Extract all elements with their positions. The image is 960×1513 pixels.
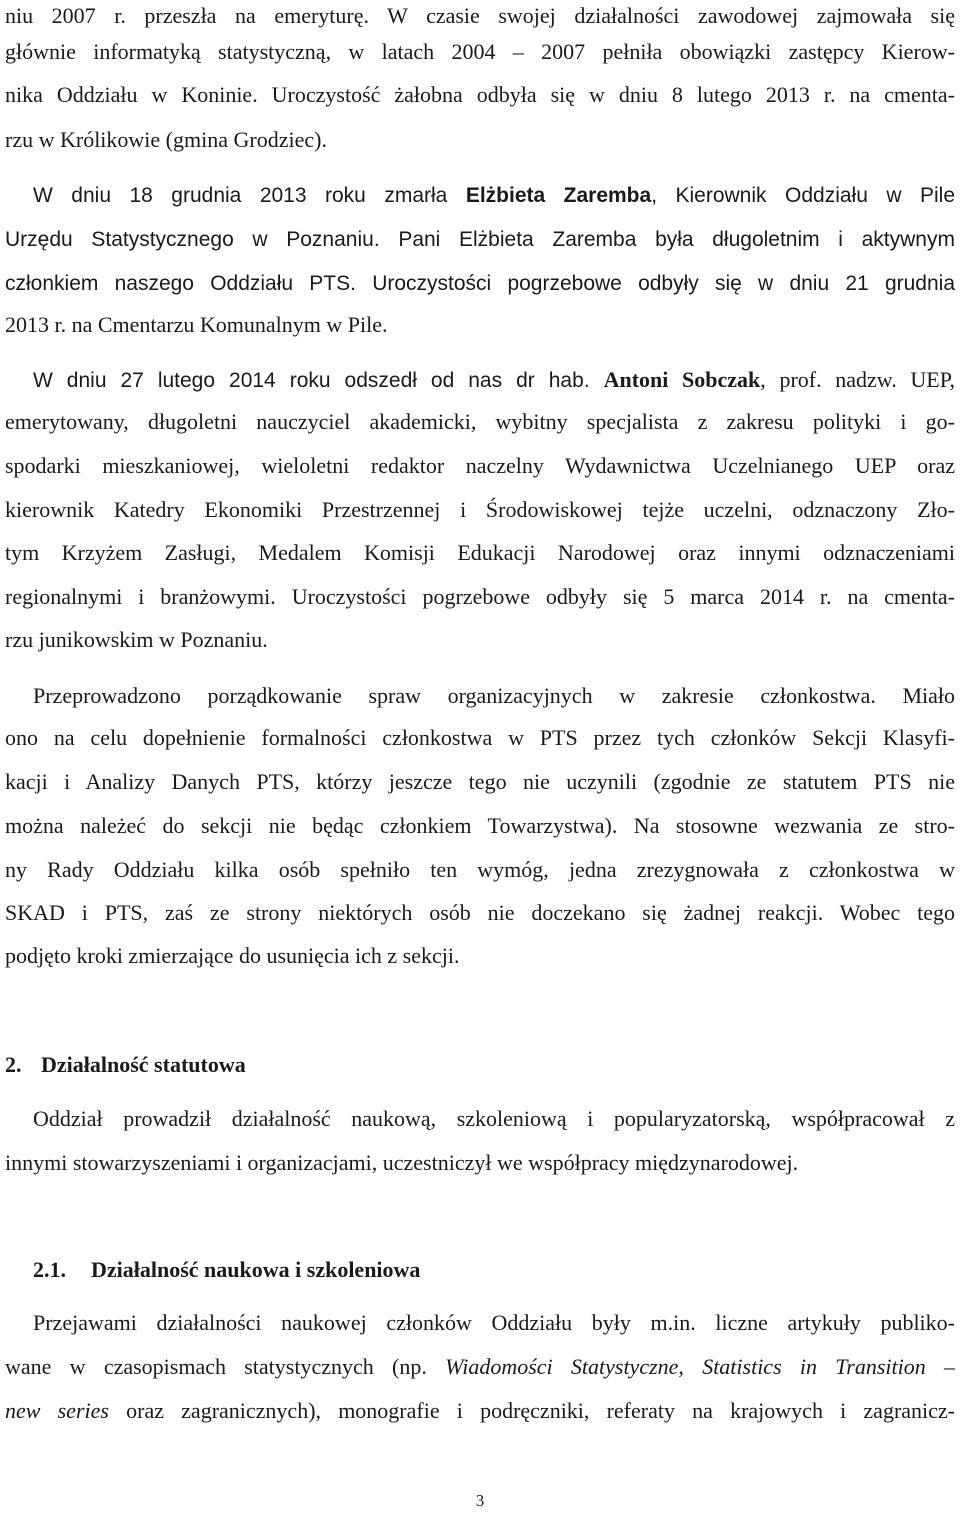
text-run: ono na celu dopełnienie formalności członkostwa w PTS przez tych członków Sekcji Klasyfi- [5, 725, 955, 750]
section-title: Działalność naukowa i szkoleniowa [91, 1257, 421, 1282]
paragraph-line [5, 724, 955, 752]
paragraph-line [5, 583, 955, 611]
paragraph-line [5, 942, 955, 970]
paragraph-line [5, 1149, 955, 1177]
text-run: można należeć do sekcji nie będąc członkiem Towarzystwa). Na stosowne wezwania ze stro- [5, 813, 955, 838]
paragraph-line [5, 408, 955, 436]
text-run: W dniu 27 lutego 2014 roku odszedł od nas dr hab. [33, 369, 604, 392]
paragraph-line [5, 768, 955, 796]
paragraph-line [5, 682, 955, 710]
journal-title: Wiadomości Statystyczne [445, 1354, 679, 1379]
document-page [5, 0, 955, 1513]
paragraph-line [5, 2, 955, 30]
text-run: , prof. nadzw. UEP, [760, 367, 955, 392]
paragraph-line [5, 812, 955, 840]
text-run: , [678, 1354, 703, 1379]
person-name: Elżbieta Zaremba [465, 184, 652, 207]
text-run: członkiem naszego Oddziału PTS. [5, 272, 356, 295]
text-run: nika Oddziału w Koninie. Uroczystość żałobna odbyła się w dniu 8 lutego 2013 r. na cmenta- [5, 82, 955, 107]
person-name: Antoni Sobczak [603, 367, 761, 392]
paragraph-line [5, 1397, 955, 1425]
text-run: Przeprowadzono porządkowanie spraw organizacyjnych w zakresie członkostwa. Miało [33, 683, 955, 708]
paragraph-line [5, 1309, 955, 1337]
paragraph-line [5, 626, 955, 654]
paragraph-line [5, 899, 955, 927]
paragraph-line [5, 452, 955, 480]
text-run: innymi stowarzyszeniami i organizacjami, uczestniczył we współpracy międzynarodowej. [5, 1150, 799, 1175]
text-run: oraz zagranicznych), monografie i podręczniki, referaty na krajowych i zagranicz- [108, 1398, 956, 1423]
paragraph-line [5, 38, 955, 66]
subsection-heading [5, 1256, 955, 1284]
paragraph-line [5, 182, 955, 210]
text-run: wane w czasopismach statystycznych (np. [5, 1354, 446, 1379]
paragraph-line [5, 311, 955, 339]
journal-title: new series [5, 1398, 109, 1423]
text-run: 2013 r. na Cmentarzu Komunalnym w Pile. [5, 312, 388, 337]
section-title: Działalność statutowa [41, 1052, 246, 1077]
text-run: spodarki mieszkaniowej, wieloletni redaktor naczelny Wydawnictwa Uczelnianego UEP oraz [5, 453, 955, 478]
paragraph-line [5, 856, 955, 884]
section-heading [5, 1051, 955, 1079]
journal-title: Statistics in Transition – [702, 1354, 955, 1379]
text-run: ny Rady Oddziału kilka osób spełniło ten wymóg, jedna zrezygnowała z członkostwa w [5, 857, 955, 882]
section-number: 2.1. [33, 1257, 66, 1282]
text-run: emerytowany, długoletni nauczyciel akademicki, wybitny specjalista z zakresu polityki i go- [5, 409, 955, 434]
text-run: tym Krzyżem Zasługi, Medalem Komisji Edukacji Narodowej oraz innymi odznaczeniami [5, 540, 955, 565]
text-run: Przejawami działalności naukowej członków Oddziału były m.in. liczne artykuły publiko- [33, 1310, 955, 1335]
paragraph-line [5, 270, 955, 298]
paragraph-line [5, 126, 955, 154]
text-run: SKAD i PTS, zaś ze strony niektórych osób nie doczekano się żadnej reakcji. Wobec tego [5, 900, 955, 925]
paragraph-line [5, 226, 955, 254]
text-run: Uroczystości pogrzebowe odbyły się w dniu 21 grudnia [355, 272, 955, 295]
text-run: regionalnymi i branżowymi. Uroczystości pogrzebowe odbyły się 5 marca 2014 r. na cmenta- [5, 584, 955, 609]
text-run: W dniu 18 grudnia 2013 roku zmarła [33, 184, 466, 207]
text-run: niu 2007 r. przeszła na emeryturę. W czasie swojej działalności zawodowej zajmowała się [5, 3, 955, 28]
paragraph-line [5, 1353, 955, 1381]
paragraph-line [5, 366, 955, 395]
section-number: 2. [5, 1052, 22, 1077]
text-run: , Kierownik Oddziału w Pile [651, 184, 956, 207]
text-run: Pani Elżbieta Zaremba była długoletnim i aktywnym [379, 228, 955, 251]
text-run: rzu w Królikowie (gmina Grodziec). [5, 127, 327, 152]
text-run: rzu junikowskim w Poznaniu. [5, 627, 268, 652]
text-run: Oddział prowadził działalność naukową, szkoleniową i popularyzatorską, współpracował z [33, 1106, 955, 1131]
page-number: 3 [475, 1491, 485, 1510]
text-run: kierownik Katedry Ekonomiki Przestrzennej i Środowiskowej tejże uczelni, odznaczony Zło- [5, 497, 955, 522]
paragraph-line [5, 539, 955, 567]
text-run: kacji i Analizy Danych PTS, którzy jeszcze tego nie uczynili (zgodnie ze statutem PTS nie [5, 769, 955, 794]
text-run: podjęto kroki zmierzające do usunięcia ich z sekcji. [5, 943, 460, 968]
paragraph-line [5, 1105, 955, 1133]
text-run: głównie informatyką statystyczną, w latach 2004 – 2007 pełniła obowiązki zastępcy Kierow- [5, 39, 955, 64]
text-run: Urzędu Statystycznego w Poznaniu. [5, 228, 380, 251]
paragraph-line [5, 496, 955, 524]
paragraph-line [5, 81, 955, 109]
